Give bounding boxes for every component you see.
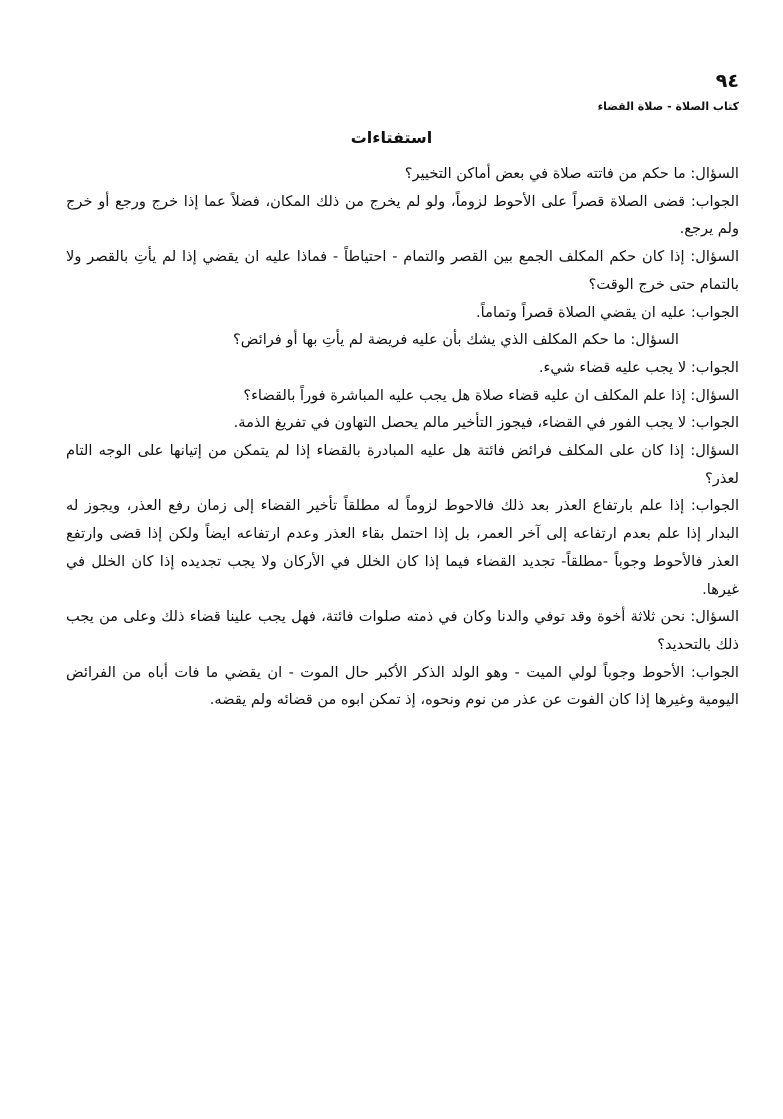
paragraph: السؤال: إذا كان حكم المكلف الجمع بين القصر والتمام - احتياطاً - فماذا عليه ان يقضي إذا لم يأتِ بالقصر ولا بالتمام حتى خرج الوقت؟ bbox=[66, 248, 739, 293]
running-header: كتاب الصلاة - صلاة القضاء bbox=[597, 100, 739, 113]
paragraph: الجواب: لا يجب عليه قضاء شيء. bbox=[538, 358, 739, 376]
paragraph: السؤال: إذا علم المكلف ان عليه قضاء صلاة هل يجب عليه المباشرة فوراً بالقضاء؟ bbox=[243, 386, 739, 404]
paragraph: السؤال: إذا كان على المكلف فرائض فائتة هل عليه المبادرة بالقضاء إذا لم يتمكن من إتيانها على الوجه التام لعذر؟ bbox=[66, 442, 739, 487]
paragraph: الجواب: قضى الصلاة قصراً على الأحوط لزوماً، ولو لم يخرج من ذلك المكان، فضلاً عما إذا خرج ورجع أو خرج ولم يرجع. bbox=[66, 192, 739, 238]
paragraph: السؤال: ما حكم من فاتته صلاة في بعض أماكن التخيير؟ bbox=[404, 165, 739, 182]
paragraph: الجواب: الأحوط وجوباً لولي الميت - وهو الولد الذكر الأكبر حال الموت - ان يقضي ما فات أباه من الفرائض اليومية وغيرها إذا كان الفوت عن عذر من نوم ونحوه، إذ تمكن ابوه من قضائه ولم يقضه. bbox=[66, 663, 739, 709]
paragraph: الجواب: لا يجب الفور في القضاء، فيجوز التأخير مالم يحصل التهاون في تفريغ الذمة. bbox=[233, 414, 739, 432]
paragraph: الجواب: إذا علم بارتفاع العذر بعد ذلك فالاحوط لزوماً له مطلقاً تأخير القضاء إلى زمان رفع العذر، ويجوز له البدار إذا علم بعدم ارتفاعه إلى آخر العمر، بل إذا احتمل بقاء العذر وعدم ارتفاعه ايضاً ولكن إذا قضى وارتفع العذر فالأحوط وجوباً -مطلقاً- تجديد القضاء فيما إذا كان الخلل في الأركان ولا يجب تجديده إذا كان الخلل في غيرها. bbox=[66, 497, 739, 598]
paragraph: الجواب: عليه ان يقضي الصلاة قصراً وتماماً. bbox=[476, 303, 739, 321]
paragraph: السؤال: نحن ثلاثة أخوة وقد توفي والدنا وكان في ذمته صلوات فائتة، فهل يجب علينا قضاء ذلك وعلى من يجب ذلك بالتحديد؟ bbox=[66, 608, 739, 653]
section-title: استفتاءات bbox=[350, 128, 433, 147]
body-text bbox=[66, 160, 739, 714]
paragraph: السؤال: ما حكم المكلف الذي يشك بأن عليه فريضة لم يأتِ بها أو فرائض؟ bbox=[233, 331, 679, 349]
page-number: ٩٤ bbox=[715, 70, 739, 92]
